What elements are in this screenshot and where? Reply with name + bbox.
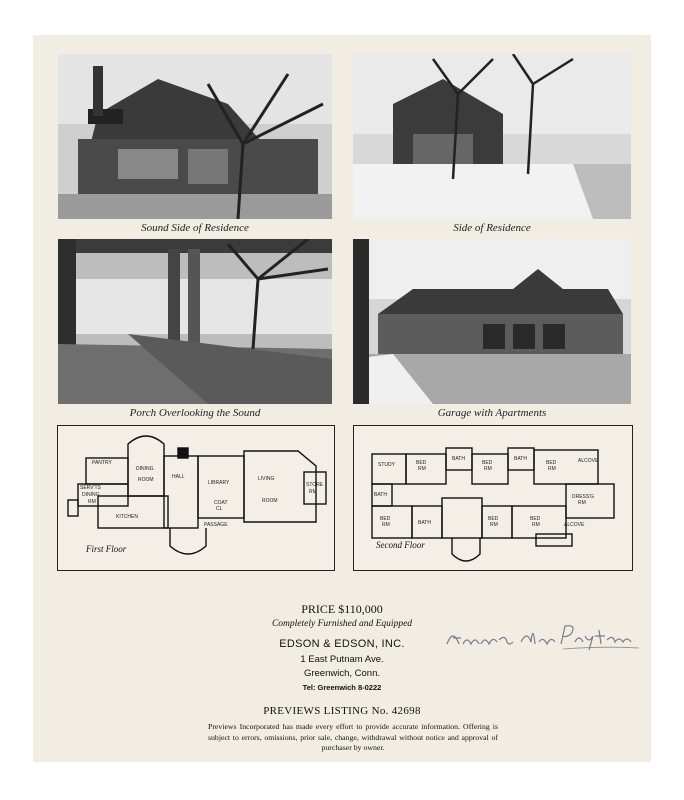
fp1-passage: PASSAGE — [204, 522, 228, 528]
fp1-servants-rm: RM — [88, 499, 96, 505]
fp1-dining: DINING — [136, 466, 154, 472]
caption-side: Side of Residence — [453, 222, 531, 234]
fp1-library: LIBRARY — [208, 480, 230, 486]
fp1-living: LIVING — [258, 476, 275, 482]
fp1-kitchen: KITCHEN — [116, 514, 138, 520]
fp2-bath2: BATH — [514, 456, 527, 462]
fp1-living-room: ROOM — [262, 498, 278, 504]
fp2-bed2: BED — [482, 460, 493, 466]
photo-garage — [353, 239, 631, 404]
fp2-alcove2: ALCOVE — [564, 522, 585, 528]
caption-garage: Garage with Apartments — [437, 407, 547, 419]
handwritten-signature — [443, 622, 643, 652]
fp2-dressing: DRESS'G — [572, 494, 595, 500]
brochure-page — [33, 35, 651, 762]
fp1-coat: COAT — [214, 500, 228, 506]
fp1-pantry: PANTRY — [92, 460, 112, 466]
fp2-bed5-rm: RM — [490, 522, 498, 528]
fp1-servants-dining: DINING — [82, 492, 100, 498]
caption-porch: Porch Overlooking the Sound — [129, 407, 261, 419]
furnished-note: Completely Furnished and Equipped — [271, 619, 413, 629]
photo-garage-image — [353, 239, 631, 404]
second-floor-label: Second Floor — [376, 540, 425, 550]
fp2-bath3: BATH — [374, 492, 387, 498]
fp2-bed2-rm: RM — [484, 466, 492, 472]
photo-porch-image — [58, 239, 332, 404]
fp1-store-rm: RM — [309, 489, 317, 495]
address-line1: 1 East Putnam Ave. — [300, 654, 384, 665]
photo-side-image — [353, 54, 631, 219]
photo-porch — [58, 239, 332, 404]
address-line2: Greenwich, Conn. — [303, 668, 381, 679]
photo-sound-side — [58, 54, 332, 219]
first-floor-label: First Floor — [86, 544, 127, 554]
fp1-hall: HALL — [172, 474, 185, 480]
fp2-bed5: BED — [488, 516, 499, 522]
disclaimer: Previews Incorporated has made every effort to provide accurate information. Offering is subject to errors, omissions, prior sale, change, withdrawal without notice and approval of purchaser by owner. — [208, 722, 498, 752]
fp2-bed6: BED — [530, 516, 541, 522]
fp2-bed1: BED — [416, 460, 427, 466]
fp2-bath1: BATH — [452, 456, 465, 462]
fp2-study: STUDY — [378, 462, 395, 468]
fp1-servants: SERV'TS — [80, 485, 101, 491]
second-floor-plan — [353, 425, 633, 571]
fp2-alcove1: ALCOVE — [578, 458, 599, 464]
first-floor-plan — [57, 425, 335, 571]
fp1-dining-room: ROOM — [138, 477, 154, 483]
caption-sound-side: Sound Side of Residence — [141, 222, 249, 234]
fp1-store: STORE — [306, 482, 324, 488]
fp2-bed4-rm: RM — [382, 522, 390, 528]
price: PRICE $110,000 — [301, 602, 383, 616]
fp2-bed3: BED — [546, 460, 557, 466]
fp2-dressing-rm: RM — [578, 500, 586, 506]
listing-number: PREVIEWS LISTING No. 42698 — [263, 705, 421, 717]
fp2-bed6-rm: RM — [532, 522, 540, 528]
company-name: EDSON & EDSON, INC. — [279, 638, 405, 650]
fp2-bed3-rm: RM — [548, 466, 556, 472]
telephone: Tel: Greenwich 8-0222 — [302, 683, 382, 692]
fp1-coat-cl: CL — [216, 506, 223, 512]
fp2-bed1-rm: RM — [418, 466, 426, 472]
photo-side — [353, 54, 631, 219]
photo-sound-side-image — [58, 54, 332, 219]
fp2-bath4: BATH — [418, 520, 431, 526]
fp2-bed4: BED — [380, 516, 391, 522]
